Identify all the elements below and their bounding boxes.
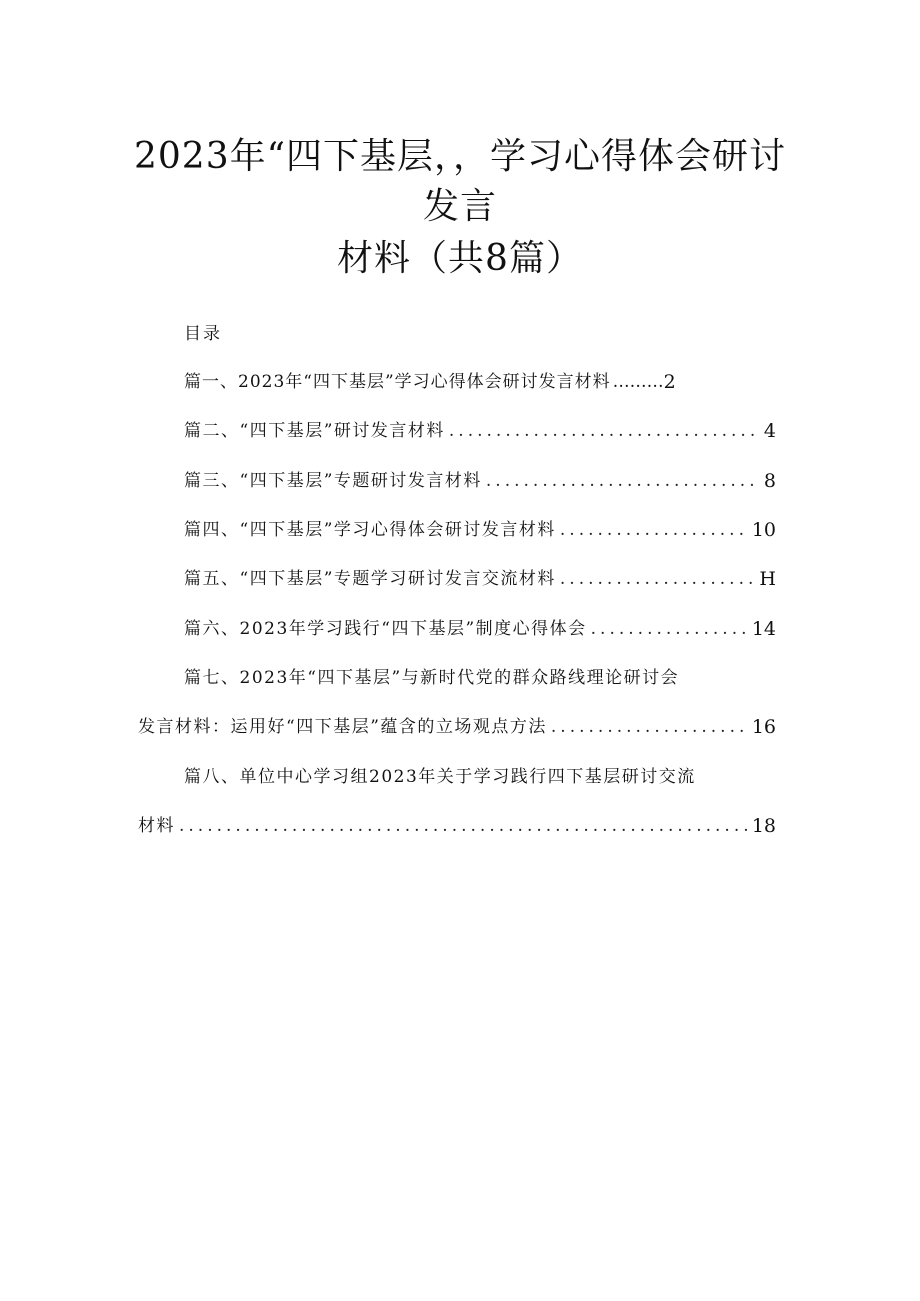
toc-entry-5-leader bbox=[560, 567, 756, 591]
toc-entry-3-leader bbox=[486, 469, 760, 493]
toc-entry-5-page: H bbox=[759, 568, 776, 590]
toc-entry-1-leader: ……… bbox=[612, 372, 664, 392]
toc-entry-7-leader bbox=[551, 715, 748, 739]
toc-entry-1 bbox=[184, 370, 776, 394]
toc-entry-4-leader bbox=[560, 518, 748, 542]
toc-entry-6 bbox=[184, 617, 776, 641]
toc-entry-8 bbox=[138, 814, 776, 838]
toc-entry-8-text: 材料 bbox=[138, 816, 175, 836]
document-title-line-1: 2023年“四下基层，，学习心得体会研讨 bbox=[133, 136, 787, 177]
toc-entry-8-line-1: 篇八、单位中心学习组2023年关于学习践行四下基层研讨交流 bbox=[184, 767, 696, 787]
toc-entry-2 bbox=[184, 419, 776, 443]
toc-entry-5 bbox=[184, 567, 776, 591]
toc-entry-7-line-1: 篇七、2023年“四下基层”与新时代党的群众路线理论研讨会 bbox=[184, 668, 680, 688]
toc-entry-7-page: 16 bbox=[751, 716, 776, 738]
toc-entry-2-text: 篇二、“四下基层”研讨发言材料 bbox=[184, 421, 445, 441]
toc-entry-4-page: 10 bbox=[751, 519, 776, 541]
toc-entry-8-leader bbox=[179, 814, 748, 838]
document-title-line-3: 材料（共8篇） bbox=[337, 238, 583, 279]
toc-entry-5-text: 篇五、“四下基层”专题学习研讨发言交流材料 bbox=[184, 569, 556, 589]
toc-entry-3 bbox=[184, 469, 776, 493]
toc-entry-7-text: 发言材料：运用好“四下基层”蕴含的立场观点方法 bbox=[138, 717, 547, 737]
document-title-line-2: 发言 bbox=[422, 186, 497, 227]
toc-entry-8-page: 18 bbox=[751, 815, 776, 837]
toc-entry-2-page: 4 bbox=[763, 420, 776, 442]
toc-entry-6-page: 14 bbox=[751, 618, 776, 640]
toc-entry-6-text: 篇六、2023年学习践行“四下基层”制度心得体会 bbox=[184, 619, 587, 639]
toc-entry-3-page: 8 bbox=[763, 470, 776, 492]
toc-heading: 目录 bbox=[184, 324, 222, 344]
toc-entry-6-leader bbox=[591, 617, 748, 641]
toc-entry-1-text: 篇一、2023年“四下基层”学习心得体会研讨发言材料 bbox=[184, 372, 611, 392]
toc-entry-2-leader bbox=[449, 419, 760, 443]
toc-entry-4-text: 篇四、“四下基层”学习心得体会研讨发言材料 bbox=[184, 520, 556, 540]
toc-entry-3-text: 篇三、“四下基层”专题研讨发言材料 bbox=[184, 471, 482, 491]
toc-entry-1-page: 2 bbox=[663, 371, 676, 393]
toc-entry-4 bbox=[184, 518, 776, 542]
toc-entry-7 bbox=[138, 715, 776, 739]
